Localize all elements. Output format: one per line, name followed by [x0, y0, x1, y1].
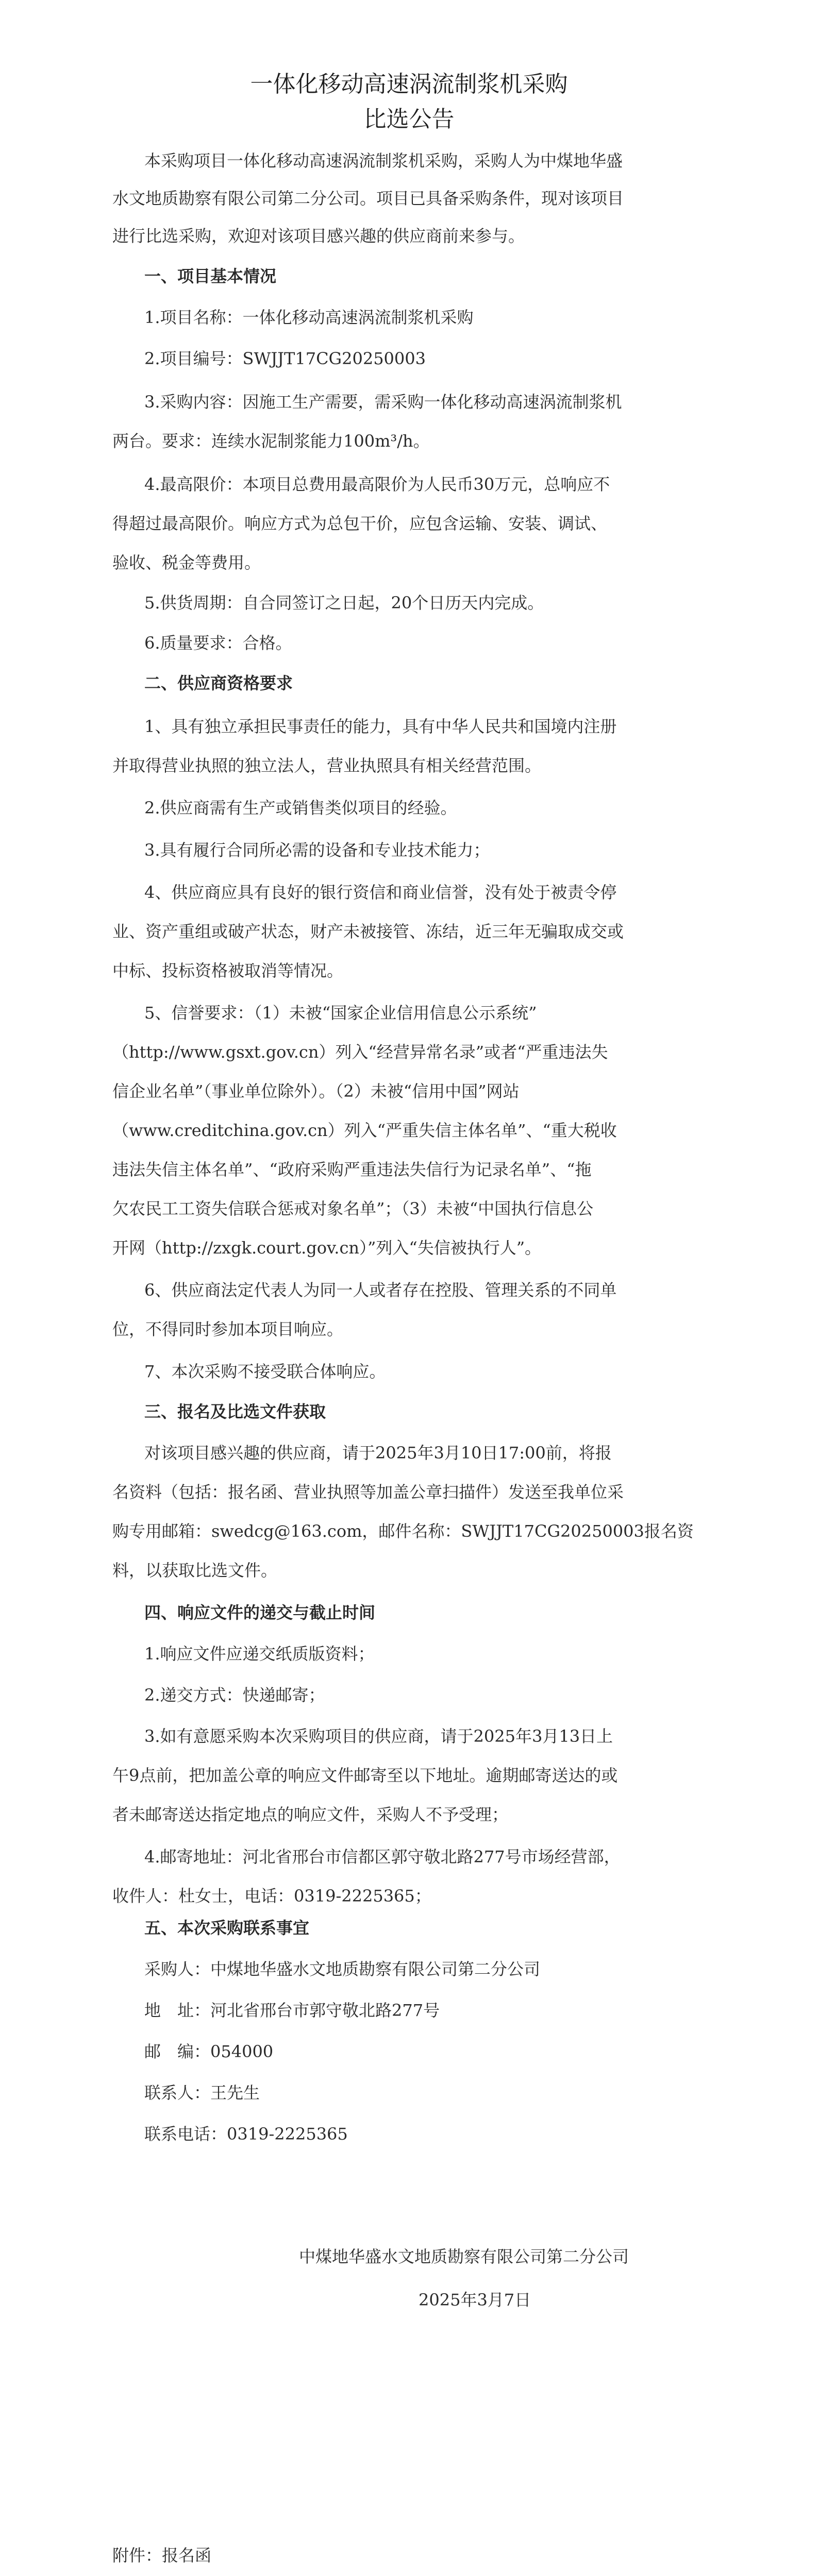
page-title: 一体化移动高速涡流制浆机采购	[250, 71, 568, 97]
contact-purchaser: 采购人：中煤地华盛水文地质勘察有限公司第二分公司	[144, 1959, 541, 1979]
signature-date: 2025年3月7日	[419, 2290, 531, 2310]
signature-company: 中煤地华盛水文地质勘察有限公司第二分公司	[299, 2247, 629, 2266]
section-line: 违法失信主体名单”、“政府采购严重违法失信行为记录名单”、“拖	[112, 1160, 592, 1179]
section-line: 开网（http://zxgk.court.gov.cn）”列入“失信被执行人”。	[112, 1238, 542, 1258]
section-heading: 二、供应商资格要求	[144, 673, 293, 693]
section-line: 1.响应文件应递交纸质版资料；	[144, 1644, 375, 1664]
section-line: 两台。要求：连续水泥制浆能力100m³/h。	[112, 431, 430, 451]
contact-postcode: 邮 编：054000	[144, 2042, 274, 2061]
section-line: 1.项目名称：一体化移动高速涡流制浆机采购	[144, 308, 474, 327]
section-line: 4.邮寄地址：河北省邢台市信都区郭守敬北路277号市场经营部，	[144, 1847, 621, 1867]
intro-line: 水文地质勘察有限公司第二分公司。项目已具备采购条件，现对该项目	[112, 189, 624, 208]
section-line: 对该项目感兴趣的供应商，请于2025年3月10日17:00前，将报	[144, 1443, 612, 1463]
contact-phone: 联系电话：0319-2225365	[144, 2124, 348, 2144]
section-line: 5.供货周期：自合同签订之日起，20个日历天内完成。	[144, 593, 544, 613]
section-line: 料，以获取比选文件。	[112, 1561, 278, 1580]
section-line: 业、资产重组或破产状态，财产未被接管、冻结，近三年无骗取成交或	[112, 922, 624, 941]
intro-line: 本采购项目一体化移动高速涡流制浆机采购，采购人为中煤地华盛	[144, 151, 623, 171]
page-subtitle: 比选公告	[363, 106, 455, 132]
section-line: 3.具有履行合同所必需的设备和专业技术能力；	[144, 840, 490, 860]
section-line: 2.递交方式：快递邮寄；	[144, 1685, 325, 1705]
section-line: 信企业名单”（事业单位除外）。（2）未被“信用中国”网站	[112, 1081, 520, 1101]
section-line: 欠农民工工资失信联合惩戒对象名单”；（3）未被“中国执行信息公	[112, 1199, 594, 1218]
section-line: 位，不得同时参加本项目响应。	[112, 1319, 344, 1339]
section-line: 中标、投标资格被取消等情况。	[112, 961, 344, 980]
intro-line: 进行比选采购，欢迎对该项目感兴趣的供应商前来参与。	[112, 226, 525, 246]
section-line: 5、信誉要求：（1）未被“国家企业信用信息公示系统”	[144, 1003, 537, 1023]
section-line: 4.最高限价：本项目总费用最高限价为人民币30万元，总响应不	[144, 474, 610, 494]
section-heading: 五、本次采购联系事宜	[144, 1918, 310, 1938]
section-line: （www.creditchina.gov.cn）列入“严重失信主体名单”、“重大税收	[112, 1121, 617, 1140]
section-line: 2.项目编号：SWJJT17CG20250003	[144, 349, 426, 368]
section-line: 者未邮寄送达指定地点的响应文件，采购人不予受理；	[112, 1805, 509, 1824]
section-line: 收件人：杜女士，电话：0319-2225365；	[112, 1886, 431, 1906]
section-line: 2.供应商需有生产或销售类似项目的经验。	[144, 798, 457, 818]
section-line: 6、供应商法定代表人为同一人或者存在控股、管理关系的不同单	[144, 1280, 617, 1300]
section-line: 得超过最高限价。响应方式为总包干价，应包含运输、安装、调试、	[112, 514, 608, 533]
section-line: 购专用邮箱：swedcg@163.com，邮件名称：SWJJT17CG20250003报名资	[112, 1521, 694, 1541]
section-heading: 三、报名及比选文件获取	[144, 1402, 326, 1421]
section-line: 验收、税金等费用。	[112, 553, 261, 572]
section-line: 6.质量要求：合格。	[144, 633, 292, 653]
section-line: 并取得营业执照的独立法人，营业执照具有相关经营范围。	[112, 756, 542, 775]
section-line: 午9点前，把加盖公章的响应文件邮寄至以下地址。逾期邮寄送达的或	[112, 1766, 618, 1785]
section-line: 3.如有意愿采购本次采购项目的供应商，请于2025年3月13日上	[144, 1726, 613, 1746]
section-line: （http://www.gsxt.gov.cn）列入“经营异常名录”或者“严重违法失	[112, 1042, 608, 1062]
section-line: 4、供应商应具有良好的银行资信和商业信誉，没有处于被责令停	[144, 883, 617, 902]
section-line: 3.采购内容：因施工生产需要，需采购一体化移动高速涡流制浆机	[144, 392, 622, 412]
section-line: 7、本次采购不接受联合体响应。	[144, 1362, 386, 1381]
section-line: 1、具有独立承担民事责任的能力，具有中华人民共和国境内注册	[144, 717, 617, 736]
section-heading: 四、响应文件的递交与截止时间	[144, 1603, 376, 1622]
contact-address: 地 址：河北省邢台市郭守敬北路277号	[144, 2001, 440, 2020]
section-heading: 一、项目基本情况	[144, 266, 277, 286]
contact-person: 联系人：王先生	[144, 2083, 260, 2103]
section-line: 名资料（包括：报名函、营业执照等加盖公章扫描件）发送至我单位采	[112, 1482, 624, 1502]
attachment-label: 附件：报名函	[112, 2546, 212, 2565]
